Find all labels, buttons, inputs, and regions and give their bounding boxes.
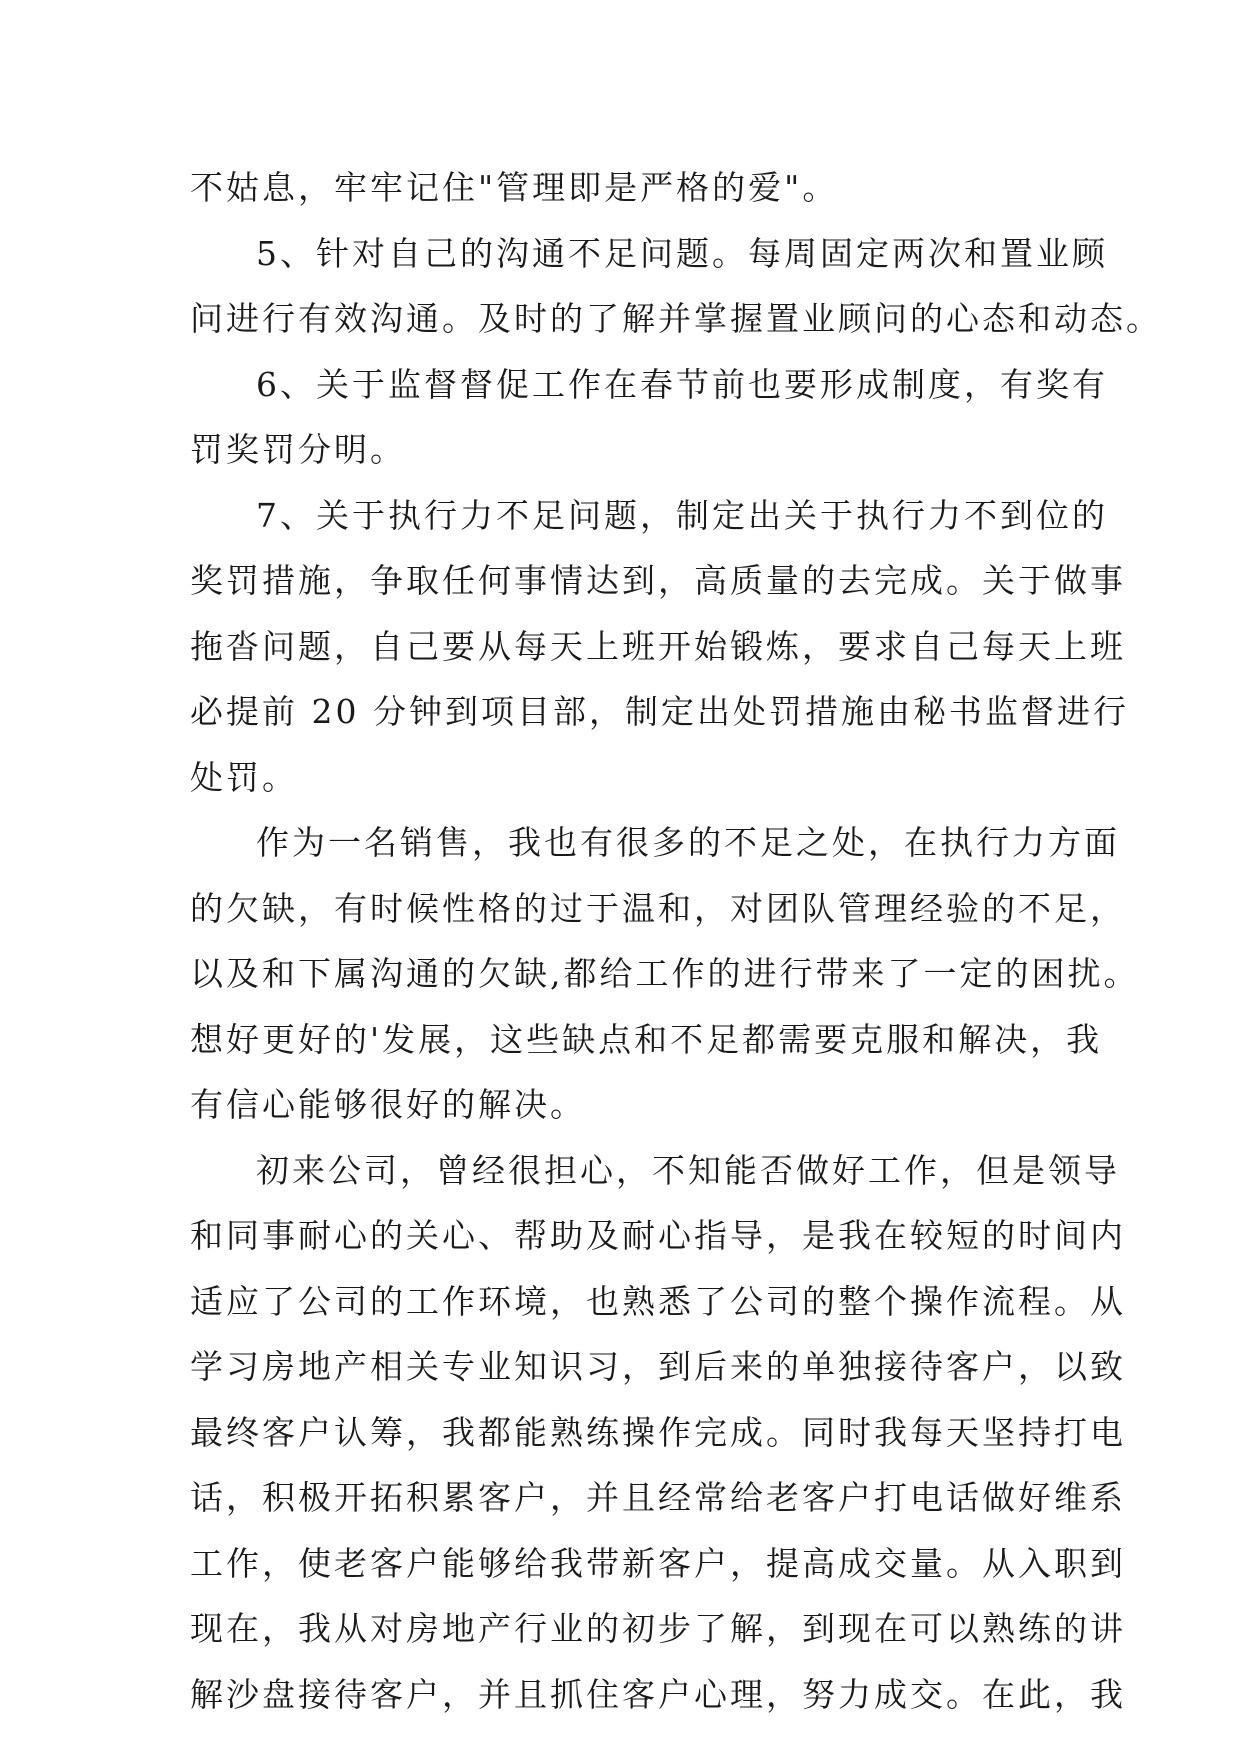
text-line: 的欠缺，有时候性格的过于温和，对团队管理经验的不足， [190, 888, 1126, 928]
text-line: 工作，使老客户能够给我带新客户，提高成交量。从入职到 [190, 1543, 1126, 1583]
text-line: 有信心能够很好的解决。 [190, 1085, 586, 1124]
body-text [190, 155, 1162, 1727]
text-line: 不姑息，牢牢记住"管理即是严格的爱"。 [190, 168, 839, 207]
text-line: 现在，我从对房地产行业的初步了解，到现在可以熟练的讲 [190, 1609, 1126, 1648]
text-line: 话，积极开拓积累客户，并且经常给老客户打电话做好维系 [190, 1478, 1126, 1517]
paragraph-start-line: 5、针对自己的沟通不足问题。每周固定两次和置业顾 [256, 233, 1108, 273]
text-line: 奖罚措施，争取任何事情达到，高质量的去完成。关于做事 [190, 561, 1126, 600]
text-line: 解沙盘接待客户，并且抓住客户心理，努力成交。在此，我 [190, 1674, 1126, 1714]
text-line: 必提前 20 分钟到项目部，制定出处罚措施由秘书监督进行 [190, 692, 1129, 731]
paragraph-start-line: 初来公司，曾经很担心，不知能否做好工作，但是领导 [256, 1150, 1120, 1190]
text-line: 以及和下属沟通的欠缺,都给工作的进行带来了一定的困扰。 [190, 954, 1140, 993]
paragraph-start-line: 6、关于监督督促工作在春节前也要形成制度，有奖有 [256, 364, 1108, 404]
text-line: 最终客户认筹，我都能熟练操作完成。同时我每天坚持打电 [190, 1412, 1126, 1452]
text-line: 和同事耐心的关心、帮助及耐心指导，是我在较短的时间内 [190, 1216, 1126, 1255]
text-line: 罚奖罚分明。 [190, 430, 406, 469]
paragraph-start-line: 7、关于执行力不足问题，制定出关于执行力不到位的 [256, 495, 1108, 535]
paragraph-start-line: 作为一名销售，我也有很多的不足之处，在执行力方面 [256, 823, 1120, 862]
text-line: 拖沓问题，自己要从每天上班开始锻炼，要求自己每天上班 [190, 626, 1126, 666]
text-line: 问进行有效沟通。及时的了解并掌握置业顾问的心态和动态。 [190, 299, 1162, 338]
text-line: 处罚。 [190, 757, 298, 797]
text-line: 适应了公司的工作环境，也熟悉了公司的整个操作流程。从 [190, 1281, 1126, 1321]
text-line: 想好更好的'发展，这些缺点和不足都需要克服和解决，我 [190, 1019, 1103, 1059]
text-line: 学习房地产相关专业知识习，到后来的单独接待客户，以致 [190, 1347, 1126, 1386]
